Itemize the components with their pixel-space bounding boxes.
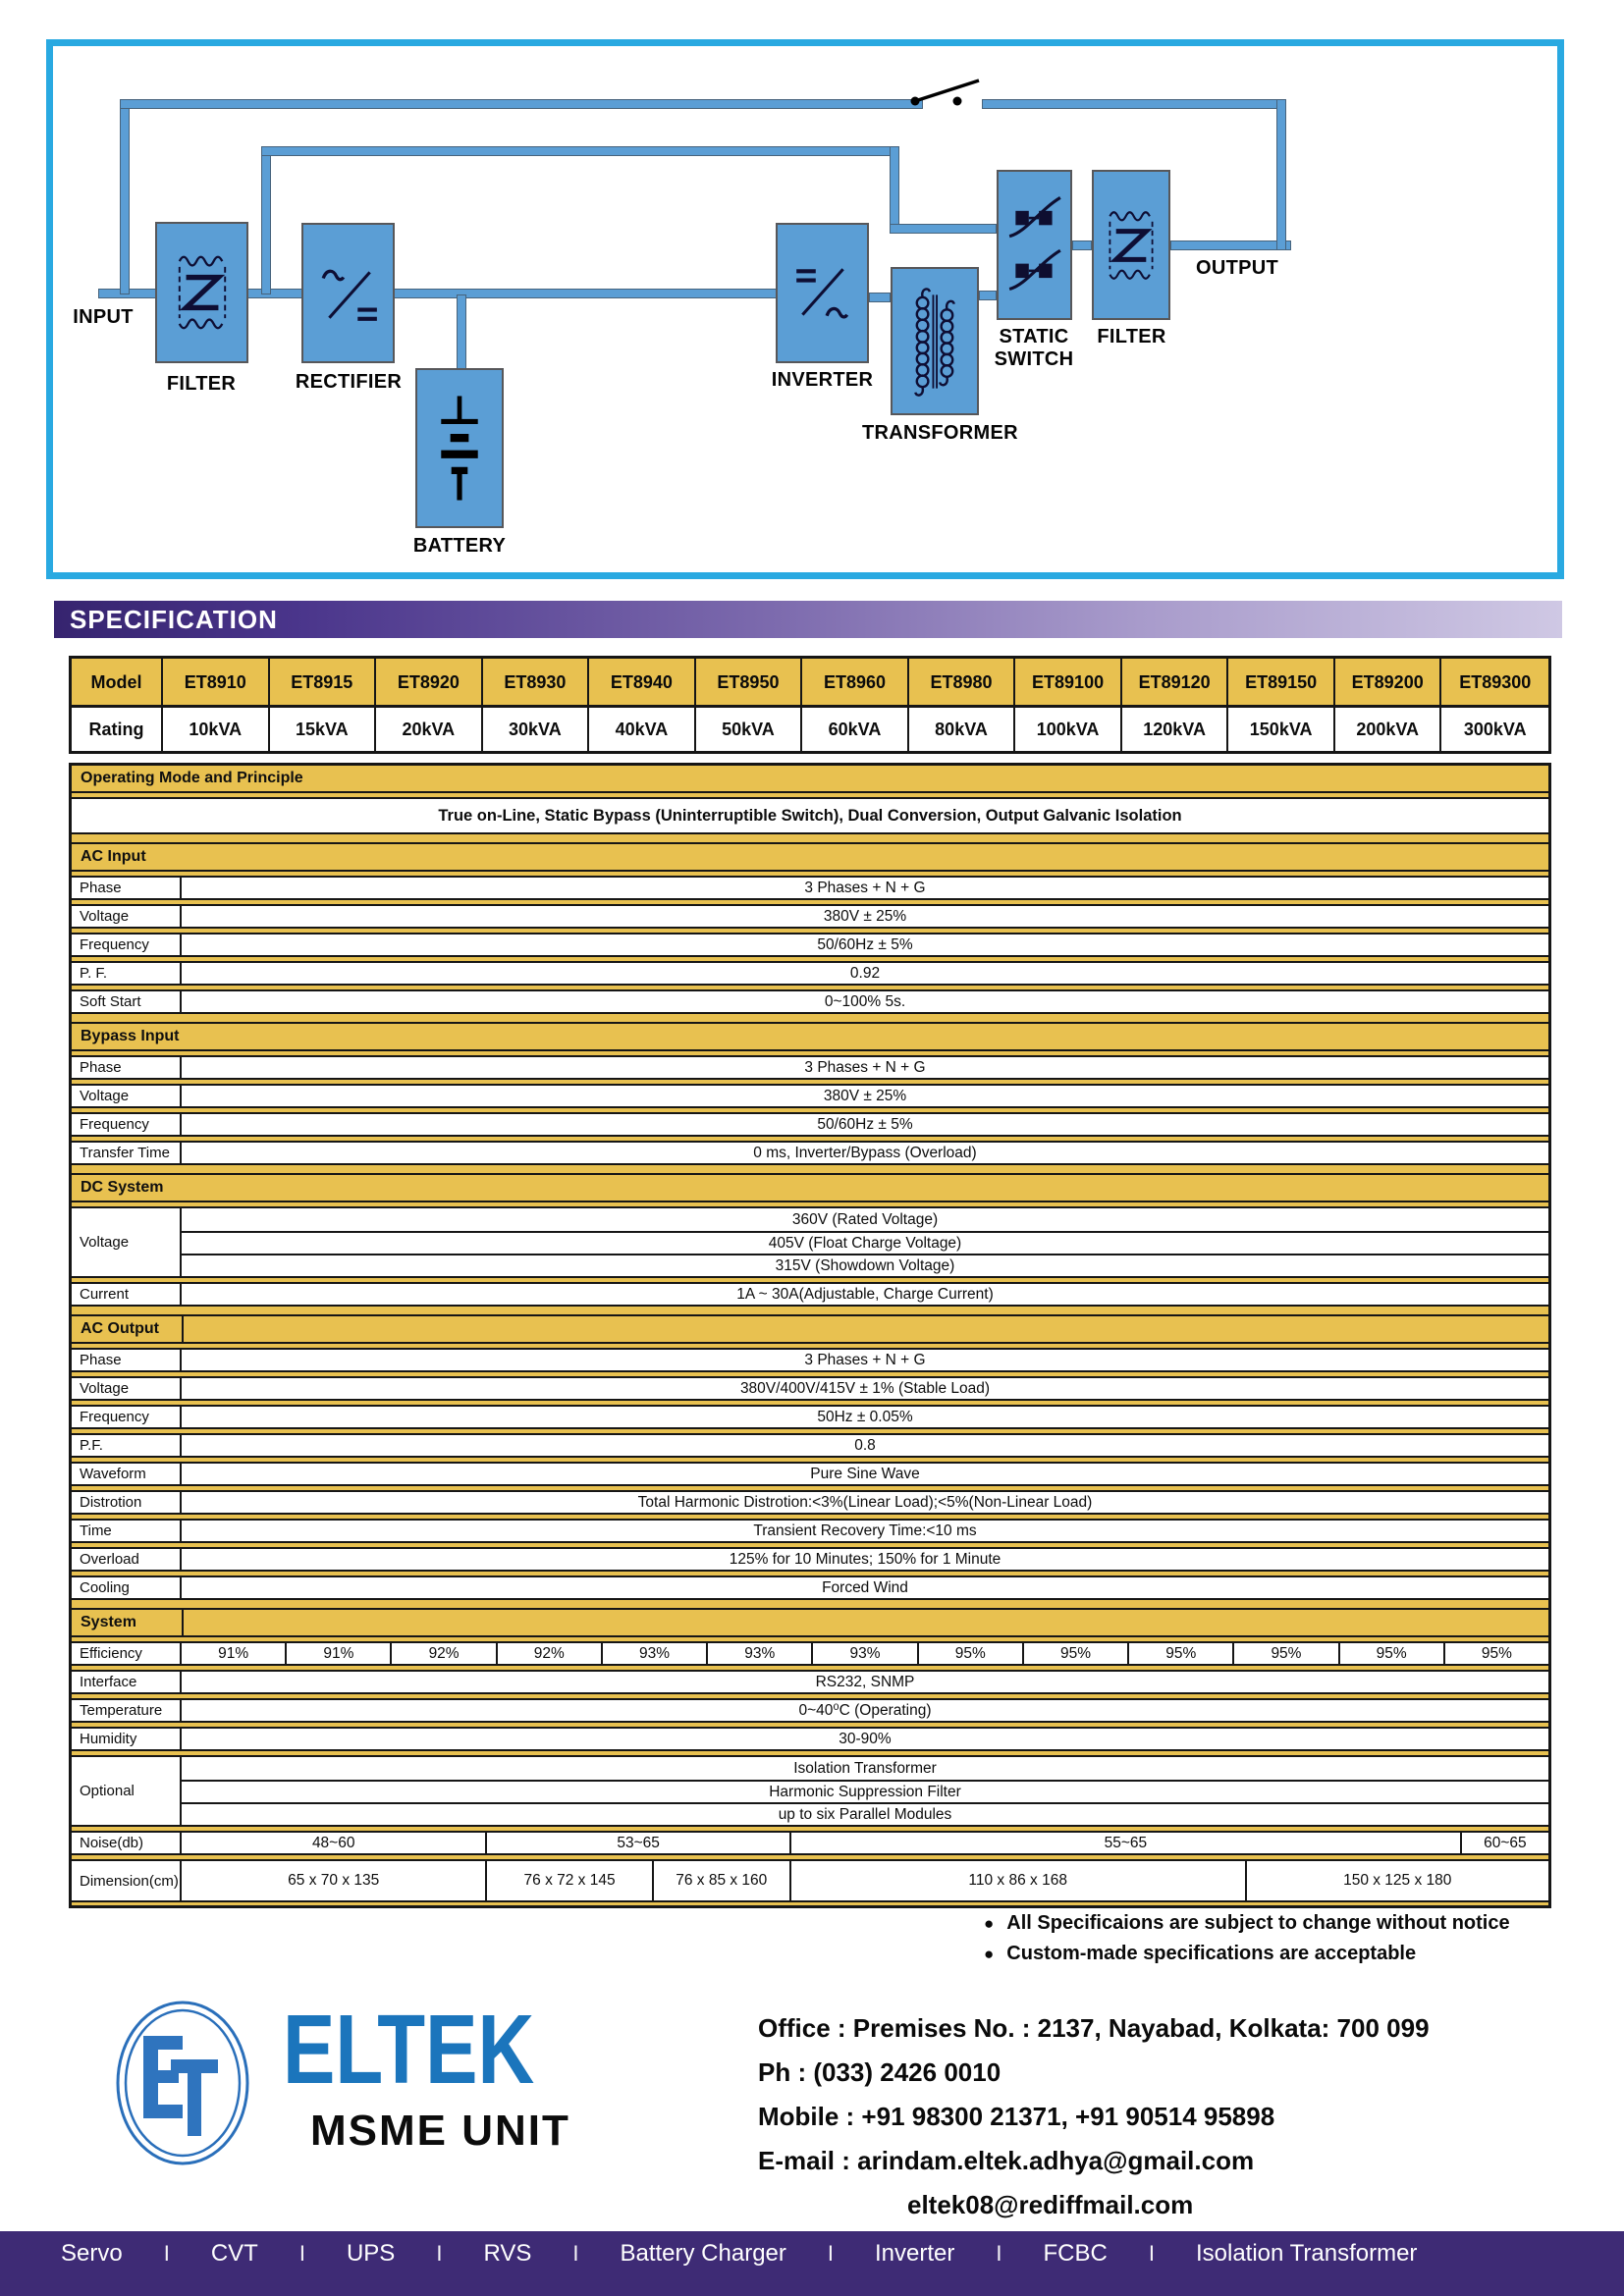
spec-value: 0~40⁰C (Operating) — [798, 1702, 932, 1719]
wire-bypass1-left — [120, 99, 923, 109]
model-row-cell: ET89150 — [1228, 659, 1335, 705]
spec-row — [72, 1670, 1548, 1694]
spec-cell: 93% — [706, 1643, 811, 1664]
spec-row-label: Waveform — [72, 1464, 182, 1484]
spec-row — [72, 1575, 1548, 1600]
spec-value: 50/60Hz ± 5% — [817, 935, 913, 953]
footer-separator: I — [163, 2241, 170, 2266]
static-switch-block — [997, 170, 1072, 320]
spec-value: 3 Phases + N + G — [804, 879, 926, 896]
brand-name: ELTEK — [283, 1995, 535, 2105]
model-table — [69, 656, 1551, 754]
wire-bypass2-riser — [261, 146, 271, 294]
spec-row — [72, 1084, 1548, 1108]
contact-line: Office : Premises No. : 2137, Nayabad, Kolkata: 700 099 — [758, 2013, 1430, 2043]
rating-row-cell: 15kVA — [270, 708, 377, 751]
rating-row-cell: 120kVA — [1122, 708, 1229, 751]
bypass-switch-icon — [908, 75, 985, 108]
spec-row — [72, 904, 1548, 929]
spec-row-label: Dimension(cm) — [72, 1861, 182, 1900]
spec-value: 0.92 — [849, 964, 881, 982]
spec-cell: 76 x 85 x 160 — [652, 1861, 789, 1900]
spec-multi-values — [182, 1208, 1548, 1276]
section-header — [72, 1608, 1548, 1637]
wire-transformer-out — [979, 291, 997, 300]
spec-cell: 76 x 72 x 145 — [485, 1861, 651, 1900]
footer-item: UPS — [346, 2240, 396, 2267]
spec-row-label: Transfer Time — [72, 1143, 182, 1163]
footer-separator: I — [298, 2241, 305, 2266]
rating-row-cell: 10kVA — [163, 708, 270, 751]
spec-value: 380V ± 25% — [823, 907, 907, 925]
model-row-cell: ET89200 — [1335, 659, 1442, 705]
rating-row-cell: 30kVA — [483, 708, 590, 751]
spec-row-label: Current — [72, 1284, 182, 1305]
rating-row-cell: 150kVA — [1228, 708, 1335, 751]
rating-row-cell: 60kVA — [802, 708, 909, 751]
footer-bar-items — [0, 2231, 1624, 2268]
spec-cell: 95% — [1022, 1643, 1127, 1664]
spec-row-label: P.F. — [72, 1435, 182, 1456]
spec-value: 50/60Hz ± 5% — [817, 1115, 913, 1133]
spec-value: up to six Parallel Modules — [182, 1802, 1548, 1825]
section-header — [72, 1173, 1548, 1202]
spec-row-label: Temperature — [72, 1700, 182, 1721]
section-header-label: Bypass Input — [81, 1028, 180, 1044]
section-header — [72, 766, 1548, 793]
spec-value: 0~100% 5s. — [824, 992, 906, 1010]
transformer-label: TRANSFORMER — [862, 422, 1018, 444]
footer-item: CVT — [210, 2240, 258, 2267]
bullet-icon: ● — [984, 1913, 995, 1933]
rating-row — [72, 708, 1548, 751]
rating-row-cell: 50kVA — [696, 708, 803, 751]
footer-bar — [0, 2231, 1624, 2296]
spec-row-label: Voltage — [72, 1086, 182, 1106]
wire-battery-tap — [457, 294, 466, 373]
spec-row — [72, 1698, 1548, 1723]
section-header-label: Operating Mode and Principle — [81, 770, 303, 786]
spec-value: 380V ± 25% — [823, 1087, 907, 1104]
spec-row — [72, 1462, 1548, 1486]
filter-output-label: FILTER — [1097, 326, 1166, 347]
spec-row-label: P. F. — [72, 963, 182, 984]
note-line — [984, 1943, 1510, 1965]
spec-value: Pure Sine Wave — [810, 1465, 920, 1482]
spec-row — [72, 1433, 1548, 1458]
spec-row — [72, 1112, 1548, 1137]
inverter-label: INVERTER — [771, 369, 874, 391]
spec-row — [72, 1141, 1548, 1165]
rating-row-cell: 40kVA — [589, 708, 696, 751]
spec-value: 3 Phases + N + G — [804, 1058, 926, 1076]
spec-cell: 95% — [1127, 1643, 1232, 1664]
spec-value: RS232, SNMP — [815, 1673, 915, 1690]
rating-row-cell: 100kVA — [1015, 708, 1122, 751]
spec-value: Harmonic Suppression Filter — [182, 1780, 1548, 1802]
wire-bypass1-right — [982, 99, 1286, 109]
footer-separator: I — [436, 2241, 443, 2266]
spec-cell: 53~65 — [485, 1833, 788, 1853]
section-header-label: System — [81, 1614, 136, 1630]
spec-value: 360V (Rated Voltage) — [791, 1210, 939, 1228]
section-header-label: AC Output — [81, 1320, 159, 1337]
spec-cell: 55~65 — [789, 1833, 1460, 1853]
spec-row — [72, 876, 1548, 900]
spec-row-label: Frequency — [72, 934, 182, 955]
model-row-cell: ET89300 — [1441, 659, 1548, 705]
model-row-cell: ET8915 — [270, 659, 377, 705]
spec-value: 405V (Float Charge Voltage) — [182, 1231, 1548, 1254]
transformer-icon — [906, 284, 963, 400]
spec-row-label: Voltage — [72, 1208, 182, 1276]
brand-unit: MSME UNIT — [310, 2107, 570, 2155]
spec-row — [72, 1055, 1548, 1080]
model-row-cell: ET8960 — [802, 659, 909, 705]
spec-row — [72, 1727, 1548, 1751]
note-text: All Specificaions are subject to change without notice — [1006, 1912, 1510, 1934]
spec-row-label: Phase — [72, 1057, 182, 1078]
rating-row-cell: 20kVA — [376, 708, 483, 751]
spec-row-label: Optional — [72, 1757, 182, 1825]
spec-row — [72, 1519, 1548, 1543]
contact-line: eltek08@rediffmail.com — [907, 2190, 1194, 2219]
filter-icon — [1105, 206, 1158, 285]
spec-row — [72, 1282, 1548, 1307]
static-switch-icon — [1005, 191, 1064, 299]
static-switch-label: STATIC SWITCH — [994, 326, 1074, 370]
specification-banner: SPECIFICATION — [54, 601, 1562, 638]
spec-cell: 93% — [811, 1643, 916, 1664]
spec-row — [72, 1831, 1548, 1855]
output-label: OUTPUT — [1195, 257, 1279, 279]
spec-cell: 65 x 70 x 135 — [288, 1872, 380, 1889]
battery-label: BATTERY — [412, 535, 507, 557]
inverter-block — [776, 223, 869, 363]
spec-value: 315V (Showdown Voltage) — [182, 1254, 1548, 1276]
spec-row-label: Distrotion — [72, 1492, 182, 1513]
wire-bypass2 — [261, 146, 899, 156]
spec-row-label: Voltage — [72, 1378, 182, 1399]
wire-switch-out — [1072, 240, 1092, 250]
spec-row-label: Soft Start — [72, 991, 182, 1012]
spec-row-label: Overload — [72, 1549, 182, 1570]
model-row-cell: ET8920 — [376, 659, 483, 705]
rectifier-block — [301, 223, 395, 363]
footer-separator: I — [572, 2241, 579, 2266]
filter-icon — [174, 252, 231, 333]
spec-value: 0.8 — [854, 1436, 876, 1454]
wire-bypass2-drop — [890, 146, 899, 234]
rectifier-icon — [316, 261, 381, 326]
spec-row — [72, 1376, 1548, 1401]
notes — [984, 1912, 1510, 1973]
spec-body — [69, 763, 1551, 1908]
spec-value: Forced Wind — [822, 1578, 908, 1596]
spec-multi-values — [182, 1757, 1548, 1825]
model-row-cell: ET8910 — [163, 659, 270, 705]
spec-row — [72, 1490, 1548, 1515]
spec-row — [72, 1755, 1548, 1827]
spec-row — [72, 1206, 1548, 1278]
section-header — [72, 1022, 1548, 1051]
spec-cell: 60~65 — [1460, 1833, 1548, 1853]
footer-item: Servo — [61, 2240, 123, 2267]
footer-separator: I — [996, 2241, 1002, 2266]
model-row-cell: ET8940 — [589, 659, 696, 705]
model-row-cell: ET8980 — [909, 659, 1016, 705]
spec-cell: 95% — [1443, 1643, 1548, 1664]
rating-row-cell: 80kVA — [909, 708, 1016, 751]
spec-row — [72, 1348, 1548, 1372]
spec-row — [72, 933, 1548, 957]
rating-row-label: Rating — [72, 708, 163, 751]
wire-inverter-out — [869, 293, 891, 302]
spec-cell: 92% — [496, 1643, 601, 1664]
spec-table-area — [69, 656, 1551, 1908]
spec-row-label: Phase — [72, 1350, 182, 1370]
model-row-label: Model — [72, 659, 163, 705]
wire-bypass2-in — [890, 224, 997, 234]
model-row-cell: ET89120 — [1122, 659, 1229, 705]
spec-row-label: Cooling — [72, 1577, 182, 1598]
spec-value: True on-Line, Static Bypass (Uninterruptible Switch), Dual Conversion, Output Galvanic Isolation — [438, 806, 1182, 825]
spec-row-label: Interface — [72, 1672, 182, 1692]
spec-cell: 110 x 86 x 168 — [789, 1861, 1245, 1900]
spec-row-label: Voltage — [72, 906, 182, 927]
model-row-cell: ET89100 — [1015, 659, 1122, 705]
spec-row-label: Frequency — [72, 1114, 182, 1135]
rating-row-cell: 200kVA — [1335, 708, 1442, 751]
spec-row-label: Time — [72, 1521, 182, 1541]
footer-item: Battery Charger — [620, 2240, 786, 2267]
note-text: Custom-made specifications are acceptable — [1006, 1943, 1417, 1964]
spec-row — [72, 1859, 1548, 1902]
rating-row-cell: 300kVA — [1463, 720, 1527, 739]
contact-line: Mobile : +91 98300 21371, +91 90514 95898 — [758, 2102, 1275, 2131]
footer-separator: I — [1148, 2241, 1155, 2266]
section-header-label: DC System — [81, 1179, 164, 1196]
spec-cell: 95% — [917, 1643, 1022, 1664]
spec-cell: 91% — [285, 1643, 390, 1664]
spec-row — [72, 989, 1548, 1014]
wire-output — [1170, 240, 1291, 250]
spec-value: Total Harmonic Distrotion:<3%(Linear Load);<5%(Non-Linear Load) — [637, 1493, 1093, 1511]
transformer-block — [891, 267, 979, 415]
filter-input-label: FILTER — [166, 373, 237, 395]
wire-bypass1-drop — [1276, 99, 1286, 250]
footer-item: RVS — [483, 2240, 532, 2267]
spec-cell: 150 x 125 x 180 — [1245, 1861, 1548, 1900]
contact-line: E-mail : arindam.eltek.adhya@gmail.com — [758, 2146, 1255, 2175]
spec-row — [72, 1641, 1548, 1666]
filter-input-block — [155, 222, 248, 363]
spec-cell: 95% — [1338, 1643, 1443, 1664]
spec-value: 0 ms, Inverter/Bypass (Overload) — [753, 1144, 977, 1161]
spec-row — [72, 1405, 1548, 1429]
bullet-icon: ● — [984, 1944, 995, 1963]
section-header — [72, 842, 1548, 872]
spec-cells — [182, 1833, 1548, 1853]
spec-cell: 91% — [218, 1644, 249, 1662]
spec-row-label: Phase — [72, 878, 182, 898]
battery-icon — [434, 392, 485, 505]
footer-item: Isolation Transformer — [1195, 2240, 1418, 2267]
spec-cells — [182, 1643, 1548, 1664]
contact-line: Ph : (033) 2426 0010 — [758, 2057, 1001, 2087]
spec-row — [72, 1547, 1548, 1572]
spec-value: 50Hz ± 0.05% — [817, 1408, 913, 1425]
spec-row-label: Efficiency — [72, 1643, 182, 1664]
spec-value: Transient Recovery Time:<10 ms — [753, 1522, 977, 1539]
spec-row-label: Noise(db) — [72, 1833, 182, 1853]
spec-cell: 48~60 — [311, 1834, 355, 1851]
spec-cell: 92% — [390, 1643, 495, 1664]
spec-row-label: Frequency — [72, 1407, 182, 1427]
spec-cell: 95% — [1232, 1643, 1337, 1664]
section-header — [72, 1314, 1548, 1344]
spec-value: Isolation Transformer — [793, 1759, 937, 1777]
spec-value: 125% for 10 Minutes; 150% for 1 Minute — [729, 1550, 1001, 1568]
spec-cell: 93% — [601, 1643, 706, 1664]
footer-item: FCBC — [1043, 2240, 1108, 2267]
spec-value: 3 Phases + N + G — [804, 1351, 926, 1368]
spec-value: 1A ~ 30A(Adjustable, Charge Current) — [736, 1285, 994, 1303]
spec-cells — [182, 1861, 1548, 1900]
section-header-label: AC Input — [81, 848, 146, 865]
rectifier-label: RECTIFIER — [295, 371, 403, 393]
inverter-icon — [790, 261, 855, 326]
note-line — [984, 1912, 1510, 1935]
spec-value: 30-90% — [839, 1730, 892, 1747]
contact-block — [758, 2006, 1430, 2227]
spec-row-label: Humidity — [72, 1729, 182, 1749]
eltek-logo-icon — [114, 1999, 251, 2167]
spec-row — [72, 961, 1548, 986]
footer-item: Inverter — [875, 2240, 955, 2267]
model-row — [72, 659, 1548, 708]
footer-separator: I — [827, 2241, 835, 2266]
battery-block — [415, 368, 504, 528]
spec-value: 380V/400V/415V ± 1% (Stable Load) — [739, 1379, 991, 1397]
spec-row — [72, 797, 1548, 834]
model-row-cell: ET8950 — [696, 659, 803, 705]
model-row-cell: ET8930 — [483, 659, 590, 705]
wire-bypass1-riser — [120, 99, 130, 294]
filter-output-block — [1092, 170, 1170, 320]
input-label: INPUT — [73, 306, 134, 328]
